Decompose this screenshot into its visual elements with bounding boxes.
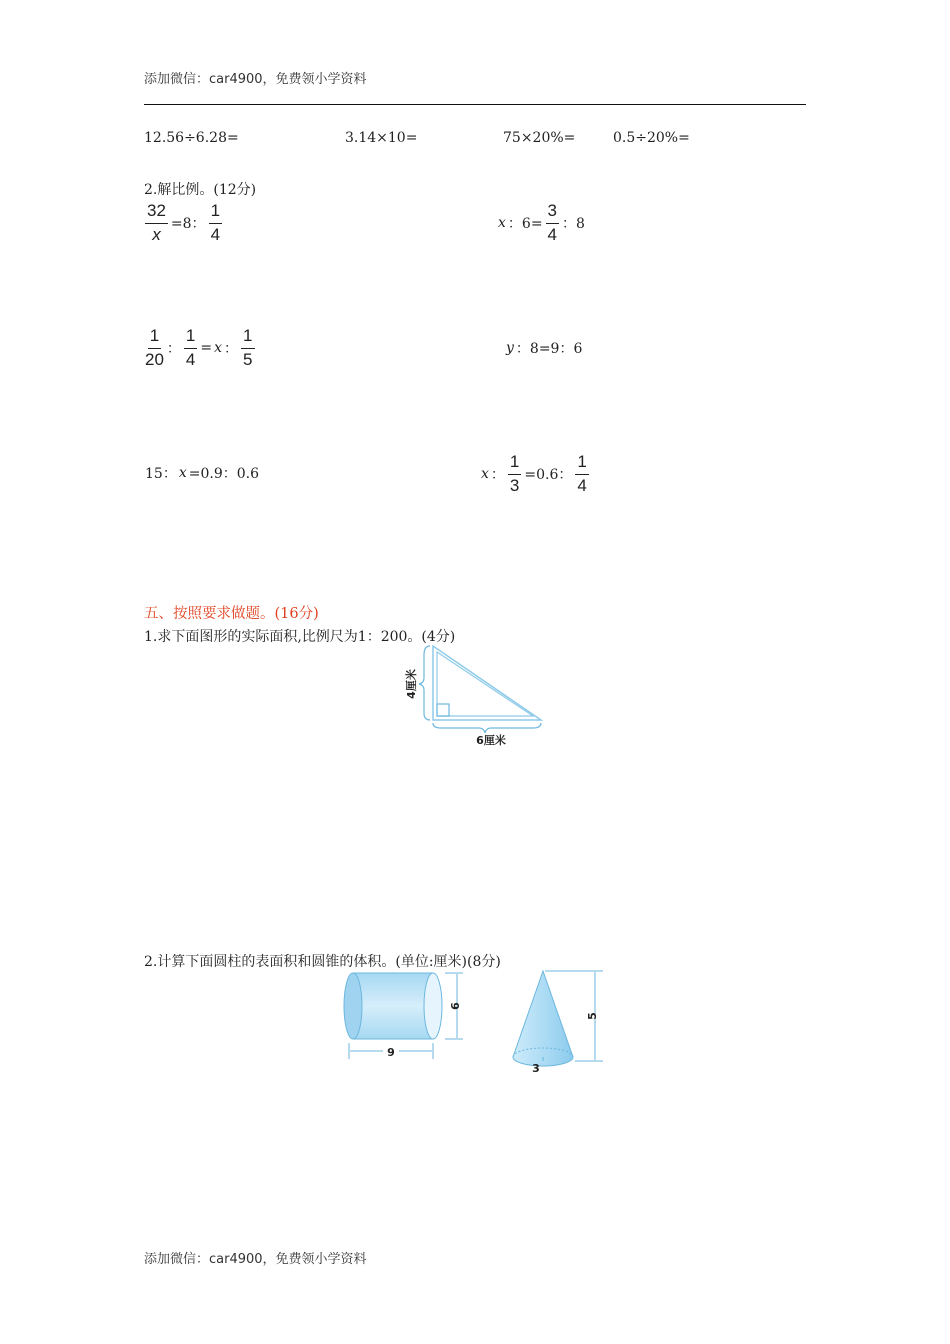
question-5-2: 2.计算下面圆柱的表面积和圆锥的体积。(单位:厘米)(8分): [144, 954, 501, 970]
proportion-eq-6: x ： $\frac{1}{3}$ =0.6： $\frac{1}{4}$: [481, 452, 587, 495]
base-brace: [433, 723, 541, 733]
proportion-eq-4: y ：8=9：6: [506, 340, 583, 357]
fraction: $\frac{1}{4}$: [185, 326, 196, 369]
right-angle-mark: [437, 704, 449, 716]
section-title-five: 五、按照要求做题。(16分): [144, 606, 319, 622]
cylinder-length-label: 9: [387, 1046, 395, 1059]
section-title-proportion: 2.解比例。(12分): [144, 182, 257, 198]
cone-body: [513, 971, 573, 1066]
triangle-inner: [437, 652, 533, 716]
question-5-1: 1.求下面图形的实际面积,比例尺为1：200。(4分): [144, 629, 456, 645]
proportion-eq-3: $\frac{1}{20}$ ： $\frac{1}{4}$ = x ： $\frac{1}{5}$: [145, 326, 253, 369]
fraction: $\frac{1}{4}$: [577, 452, 587, 495]
cylinder-right-end: [424, 973, 442, 1039]
cone-radius-label: 3: [532, 1062, 540, 1075]
calc-item-3: 75×20%=: [503, 130, 576, 146]
fraction: $\frac{1}{20}$: [145, 326, 164, 369]
calc-item-4: 0.5÷20%=: [613, 130, 690, 146]
base-label: 6厘米: [476, 734, 506, 747]
page-footer: 添加微信：car4900，免费领小学资料: [144, 1252, 367, 1267]
height-label: 4厘米: [405, 669, 418, 699]
height-brace: [419, 646, 430, 720]
cylinder-diameter-label: 6: [449, 1002, 462, 1010]
calc-item-1: 12.56÷6.28=: [144, 130, 239, 146]
header-divider: [144, 104, 806, 105]
fraction: $\frac{3}{4}$: [547, 201, 558, 244]
fraction: $\frac{1}{5}$: [243, 326, 253, 369]
fraction: $\frac{1}{4}$: [210, 201, 221, 244]
page-header: 添加微信：car4900，免费领小学资料: [144, 72, 367, 87]
proportion-eq-2: x ：6= $\frac{3}{4}$ ：8: [498, 201, 585, 244]
fraction: $\frac{32}{x}$: [147, 201, 166, 244]
calc-item-2: 3.14×10=: [345, 130, 418, 146]
cylinder-figure: [335, 965, 475, 1070]
fraction: $\frac{1}{3}$: [509, 452, 520, 495]
cylinder-left-end: [344, 973, 362, 1039]
cone-height-label: 5: [586, 1012, 599, 1020]
cone-figure: [505, 965, 615, 1080]
proportion-eq-1: $\frac{32}{x}$ =8： $\frac{1}{4}$: [147, 201, 221, 244]
right-triangle-figure: [405, 640, 550, 755]
proportion-eq-5: 15： x =0.9：0.6: [145, 465, 259, 482]
